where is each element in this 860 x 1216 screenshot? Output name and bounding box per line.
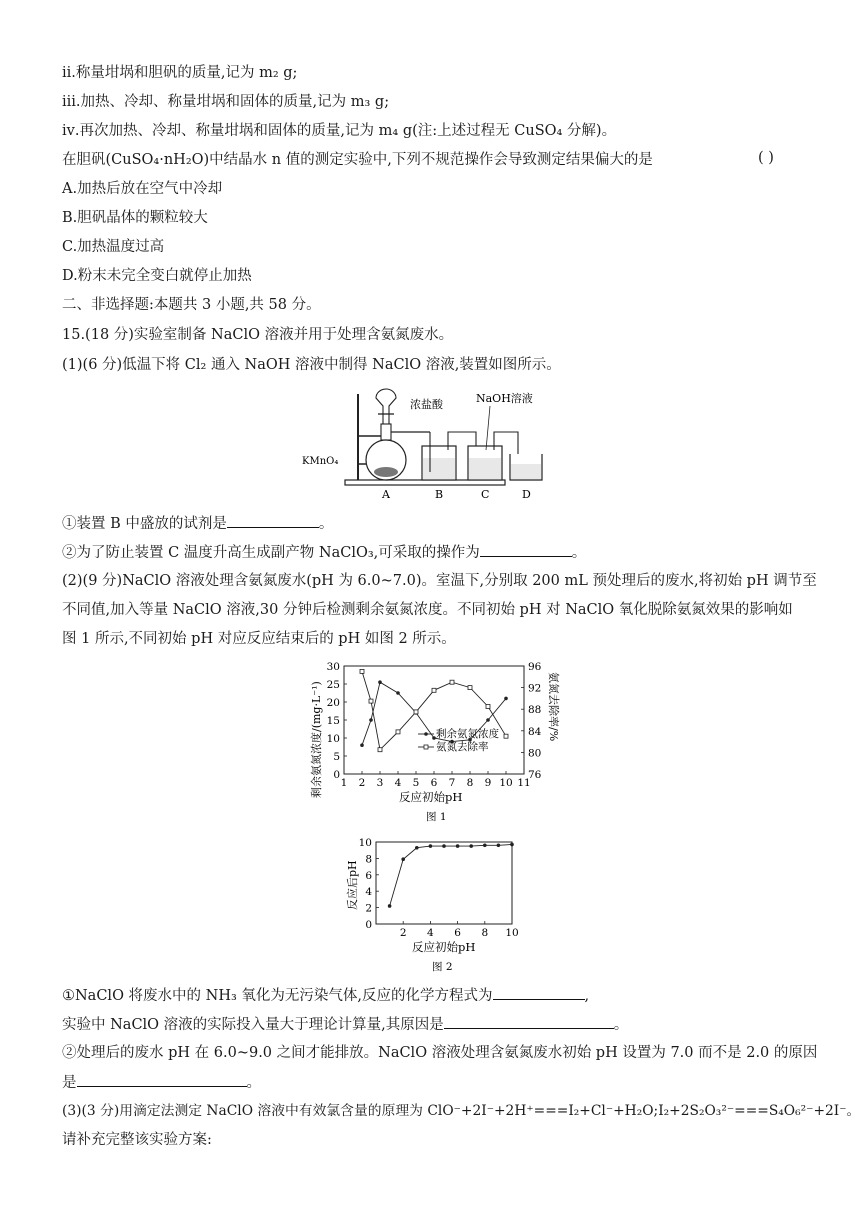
data-point <box>360 743 364 747</box>
y-axis-right-label: 氨氮去除率/% <box>547 672 560 742</box>
x-tick-label: 10 <box>505 927 519 939</box>
y-right-tick-label: 80 <box>528 747 542 760</box>
q15-3b: 请补充完整该实验方案: <box>62 1132 212 1148</box>
label-c: C <box>481 488 490 501</box>
data-point <box>396 691 400 695</box>
period: 。 <box>613 1017 629 1033</box>
data-point <box>468 686 472 690</box>
x-tick-label: 4 <box>394 777 402 789</box>
figure-1-chart <box>300 656 570 824</box>
q15-2a-line1 <box>62 985 589 1006</box>
y-axis-label: 反应后pH <box>346 860 359 910</box>
data-point <box>450 680 454 684</box>
q15-3: (3)(3 分)用滴定法测定 NaClO 溶液中有效氯含量的原理为 ClO⁻+2I⁻+2H⁺===I₂+Cl⁻+H₂O;I₂+2S₂O₃²⁻===S₄O₆²⁻+2I⁻。 <box>62 1103 860 1119</box>
data-point <box>415 846 419 850</box>
x-tick-label: 9 <box>484 777 492 789</box>
x-tick-label: 2 <box>358 777 366 789</box>
y-left-tick-label: 30 <box>326 661 340 673</box>
y-right-tick-label: 96 <box>528 661 542 673</box>
y-axis-left-label: 剩余氨氮浓度/(mg·L⁻¹) <box>310 681 323 798</box>
q15-1b <box>62 542 586 563</box>
data-point <box>497 843 501 847</box>
data-point <box>486 705 490 709</box>
data-point <box>510 843 514 847</box>
data-point <box>442 844 446 848</box>
x-tick-label: 2 <box>399 927 407 939</box>
y-left-tick-label: 15 <box>326 715 340 727</box>
q15-part1: (1)(6 分)低温下将 Cl₂ 通入 NaOH 溶液中制得 NaClO 溶液,装置如图所示。 <box>62 357 561 373</box>
option-b: B.胆矾晶体的颗粒较大 <box>62 210 208 226</box>
y-left-tick-label: 20 <box>326 697 340 709</box>
q15-1a-text: ①装置 B 中盛放的试剂是 <box>62 516 227 532</box>
period: 。 <box>318 516 334 532</box>
y-tick-label: 2 <box>365 902 372 915</box>
y-left-tick-label: 5 <box>333 751 340 763</box>
data-point <box>388 904 392 908</box>
q15-1a <box>62 513 333 534</box>
legend-series-1: 剩余氨氮浓度 <box>436 728 499 740</box>
q15-2b-line1: ②处理后的废水 pH 在 6.0~9.0 之间才能排放。NaClO 溶液处理含氨氮废水初始 pH 设置为 7.0 而不是 2.0 的原因 <box>62 1045 818 1061</box>
q15-2-line2: 不同值,加入等量 NaClO 溶液,30 分钟后检测剩余氨氮浓度。不同初始 pH 对 NaClO 氧化脱除氨氮效果的影响如 <box>62 602 793 618</box>
section-heading: 二、非选择题:本题共 3 小题,共 58 分。 <box>62 297 321 313</box>
x-tick-label: 10 <box>499 777 513 789</box>
y-right-tick-label: 88 <box>528 704 542 717</box>
data-point <box>414 710 418 714</box>
q14-stem: 在胆矾(CuSO₄·nH₂O)中结晶水 n 值的测定实验中,下列不规范操作会导致测定结果偏大的是 <box>62 152 653 168</box>
y-right-tick-label: 92 <box>528 682 542 695</box>
data-point <box>432 688 436 692</box>
answer-paren: ( ) <box>758 150 774 166</box>
y-tick-label: 0 <box>365 919 372 931</box>
x-tick-label: 7 <box>448 777 456 789</box>
comma: , <box>584 988 590 1004</box>
x-axis-label: 反应初始pH <box>399 790 463 804</box>
x-tick-label: 6 <box>454 927 461 939</box>
x-tick-label: 5 <box>412 777 420 789</box>
data-point <box>483 843 487 847</box>
label-hcl: 浓盐酸 <box>410 398 443 411</box>
data-point <box>486 718 490 722</box>
q15-2-line3: 图 1 所示,不同初始 pH 对应反应结束后的 pH 如图 2 所示。 <box>62 631 456 647</box>
x-axis-label: 反应初始pH <box>412 940 476 954</box>
step-iii: ⅲ.加热、冷却、称量坩埚和固体的质量,记为 m₃ g; <box>62 94 390 110</box>
label-kmno4: KMnO₄ <box>302 456 339 467</box>
q15-2a-text2: 实验中 NaClO 溶液的实际投入量大于理论计算量,其原因是 <box>62 1017 444 1033</box>
x-tick-label: 8 <box>481 927 489 939</box>
apparatus-figure <box>300 384 560 502</box>
label-b: B <box>435 488 444 501</box>
answer-blank[interactable] <box>493 985 585 1000</box>
y-left-tick-label: 0 <box>333 769 340 781</box>
data-point <box>429 844 433 848</box>
step-ii: ⅱ.称量坩埚和胆矾的质量,记为 m₂ g; <box>62 65 298 81</box>
x-tick-label: 11 <box>517 777 531 789</box>
series-line <box>390 844 512 906</box>
data-point <box>504 734 508 738</box>
q15-2b-line2 <box>62 1072 261 1093</box>
data-point <box>378 748 382 752</box>
option-a: A.加热后放在空气中冷却 <box>62 181 223 197</box>
data-point <box>504 697 508 701</box>
answer-blank[interactable] <box>480 542 572 557</box>
x-tick-label: 3 <box>376 777 384 789</box>
q15-2-line1: (2)(9 分)NaClO 溶液处理含氨氮废水(pH 为 6.0~7.0)。室温下,分别取 200 mL 预处理后的废水,将初始 pH 调节至 <box>62 573 817 589</box>
y-tick-label: 4 <box>365 886 372 899</box>
figure-2-chart <box>340 834 540 974</box>
y-tick-label: 6 <box>365 869 372 882</box>
q15-2b-text2: 是 <box>62 1075 77 1091</box>
period: 。 <box>571 545 587 561</box>
q15-1b-text: ②为了防止装置 C 温度升高生成副产物 NaClO₃,可采取的操作为 <box>62 545 480 561</box>
figure-caption: 图 1 <box>426 811 447 823</box>
y-right-tick-label: 84 <box>528 725 542 738</box>
data-point <box>396 730 400 734</box>
answer-blank[interactable] <box>444 1014 614 1029</box>
x-tick-label: 6 <box>430 777 438 789</box>
data-point <box>401 857 405 861</box>
y-right-tick-label: 76 <box>528 769 542 781</box>
data-point <box>378 680 382 684</box>
q15-2a-text: ①NaClO 将废水中的 NH₃ 氧化为无污染气体,反应的化学方程式为 <box>62 988 493 1004</box>
data-point <box>456 844 460 848</box>
label-a: A <box>382 488 390 501</box>
data-point <box>369 718 373 722</box>
legend-series-2: 氨氮去除率 <box>436 741 489 753</box>
x-tick-label: 1 <box>340 777 348 789</box>
data-point <box>469 844 473 848</box>
option-d: D.粉末未完全变白就停止加热 <box>62 268 252 284</box>
label-d: D <box>522 488 531 501</box>
x-tick-label: 8 <box>466 777 474 789</box>
data-point <box>369 699 373 703</box>
x-tick-label: 4 <box>427 927 434 939</box>
q15-heading: 15.(18 分)实验室制备 NaClO 溶液并用于处理含氨氮废水。 <box>62 327 454 343</box>
y-left-tick-label: 25 <box>326 679 340 691</box>
step-iv: ⅳ.再次加热、冷却、称量坩埚和固体的质量,记为 m₄ g(注:上述过程无 CuSO₄ 分解)。 <box>62 123 617 139</box>
label-naoh: NaOH溶液 <box>476 392 533 405</box>
y-tick-label: 8 <box>365 853 372 866</box>
figure-caption: 图 2 <box>432 961 453 973</box>
option-c: C.加热温度过高 <box>62 239 165 255</box>
y-left-tick-label: 10 <box>326 733 340 745</box>
data-point <box>360 669 364 673</box>
answer-blank[interactable] <box>77 1072 247 1087</box>
answer-blank[interactable] <box>227 513 319 528</box>
y-tick-label: 10 <box>358 837 372 849</box>
q15-2a-line2 <box>62 1014 628 1035</box>
period: 。 <box>246 1075 261 1091</box>
